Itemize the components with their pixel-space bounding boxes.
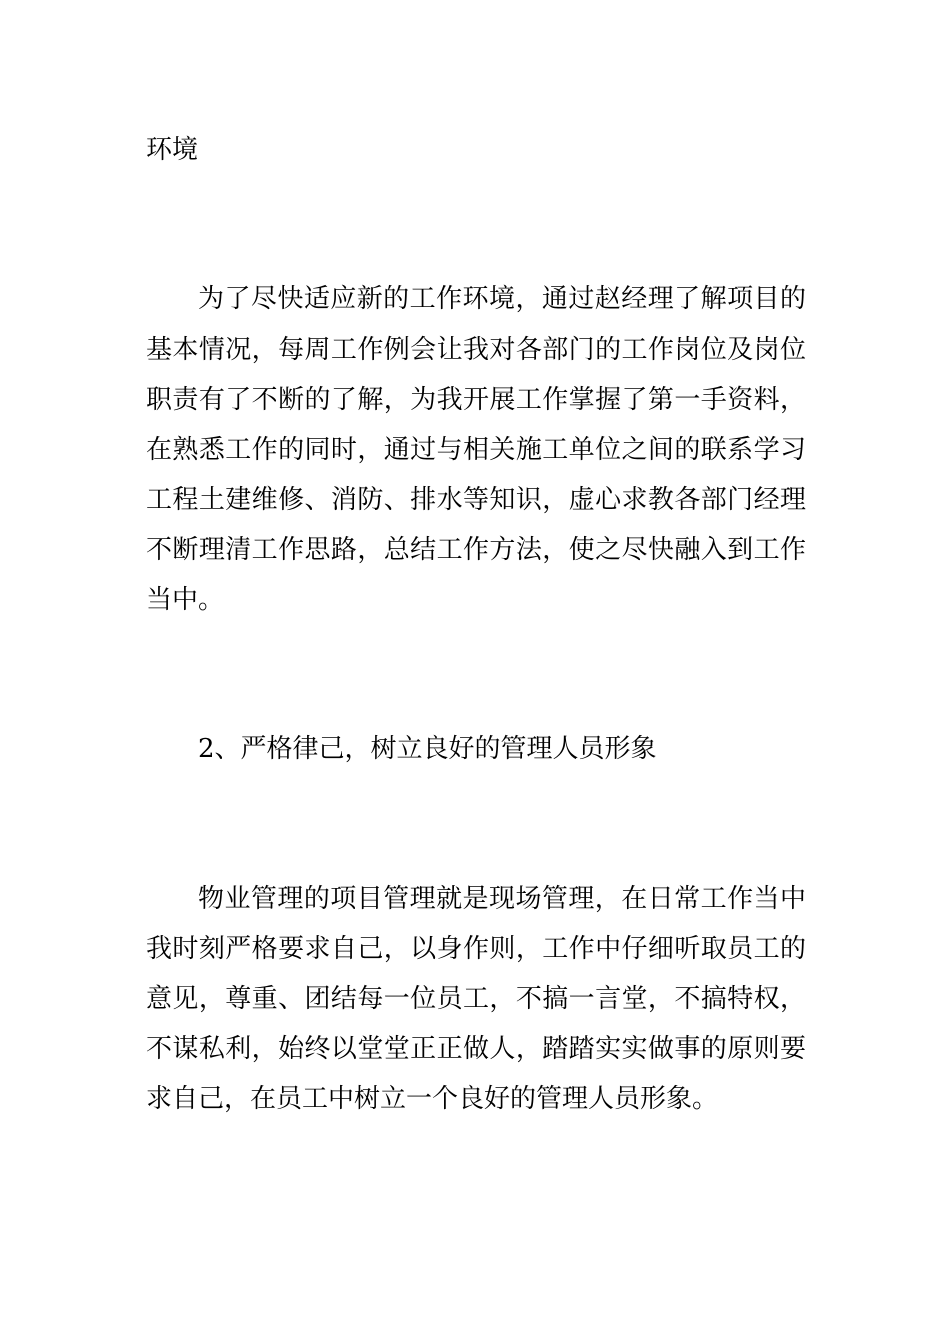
paragraph-1-line: 工程土建维修、消防、排水等知识，虚心求教各部门经理 <box>146 485 806 515</box>
fragment-line: 环境 <box>146 135 199 165</box>
paragraph-1-line: 不断理清工作思路，总结工作方法，使之尽快融入到工作 <box>146 535 806 565</box>
paragraph-1-line: 当中。 <box>146 585 225 615</box>
paragraph-2-line: 物业管理的项目管理就是现场管理，在日常工作当中 <box>198 884 806 914</box>
paragraph-1-line: 在熟悉工作的同时，通过与相关施工单位之间的联系学习 <box>146 435 806 465</box>
paragraph-2-line: 不谋私利，始终以堂堂正正做人，踏踏实实做事的原则要 <box>146 1034 806 1064</box>
paragraph-2-line: 我时刻严格要求自己，以身作则，工作中仔细听取员工的 <box>146 934 806 964</box>
paragraph-2-line: 意见，尊重、团结每一位员工，不搞一言堂，不搞特权， <box>146 984 806 1014</box>
paragraph-1-line: 为了尽快适应新的工作环境，通过赵经理了解项目的 <box>198 284 806 314</box>
section-heading: 2、严格律己，树立良好的管理人员形象 <box>198 734 657 764</box>
paragraph-1-line: 职责有了不断的了解，为我开展工作掌握了第一手资料， <box>146 385 806 415</box>
paragraph-1-line: 基本情况，每周工作例会让我对各部门的工作岗位及岗位 <box>146 335 806 365</box>
paragraph-2-line: 求自己，在员工中树立一个良好的管理人员形象。 <box>146 1084 719 1114</box>
